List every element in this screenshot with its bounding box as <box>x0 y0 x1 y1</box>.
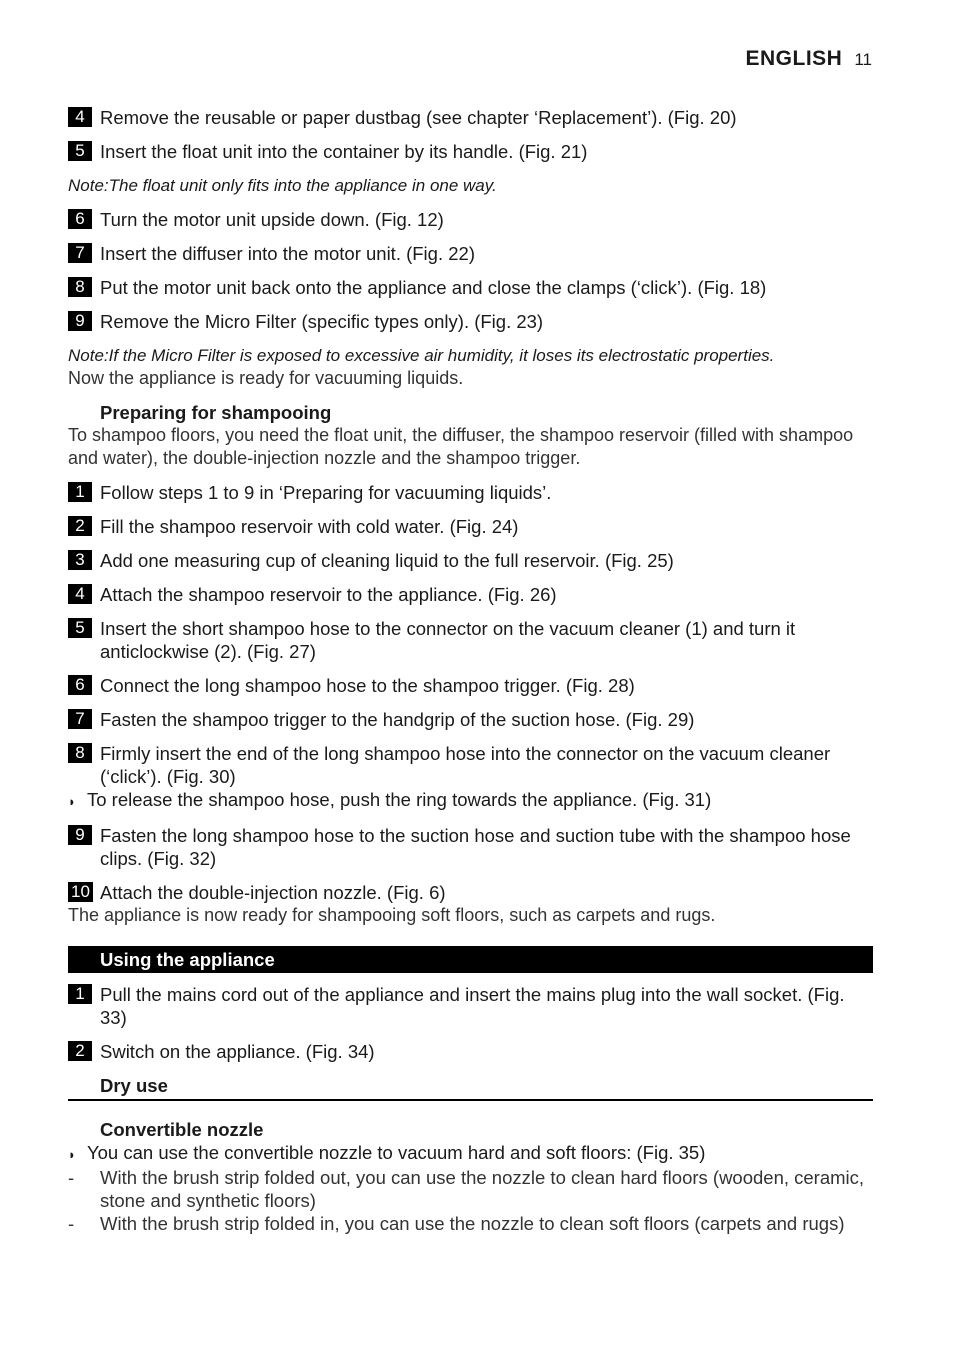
step-text: Add one measuring cup of cleaning liquid to the full reservoir. (Fig. 25) <box>100 550 674 571</box>
step-number: 6 <box>68 209 92 229</box>
step-item <box>68 583 873 606</box>
step-text: Insert the short shampoo hose to the connector on the vacuum cleaner (1) and turn it anticlockwise (2). (Fig. 27) <box>100 618 796 662</box>
step-number: 8 <box>68 277 92 297</box>
release-hose-bullet <box>68 788 873 813</box>
step-number: 3 <box>68 550 92 570</box>
bullet-text: You can use the convertible nozzle to vacuum hard and soft floors: (Fig. 35) <box>87 1142 706 1163</box>
note-float-unit: Note:The float unit only fits into the appliance in one way. <box>68 176 497 195</box>
step-text: Attach the double-injection nozzle. (Fig. 6) <box>100 882 446 903</box>
step-text: Fasten the long shampoo hose to the suction hose and suction tube with the shampoo hose clips. (Fig. 32) <box>100 825 851 869</box>
step-text: Connect the long shampoo hose to the shampoo trigger. (Fig. 28) <box>100 675 635 696</box>
step-text: Insert the float unit into the container by its handle. (Fig. 21) <box>100 141 588 162</box>
step-item <box>68 742 873 788</box>
bullet-arrow-icon: ◗ <box>68 794 76 809</box>
dash-item <box>68 1212 873 1235</box>
bullet-text: To release the shampoo hose, push the ring towards the appliance. (Fig. 31) <box>87 789 712 810</box>
step-number: 1 <box>68 984 92 1004</box>
note-micro-filter: Note:If the Micro Filter is exposed to excessive air humidity, it loses its electrostatic properties. <box>68 346 775 365</box>
page-number: 11 <box>854 50 872 69</box>
bullet-arrow-icon: ◗ <box>68 1147 76 1162</box>
dash-text: With the brush strip folded out, you can use the nozzle to clean hard floors (wooden, ceramic, stone and synthetic floors) <box>100 1167 865 1211</box>
step-item <box>68 1040 873 1063</box>
step-text: Turn the motor unit upside down. (Fig. 12) <box>100 209 444 230</box>
ready-liquids-text: Now the appliance is ready for vacuuming liquids. <box>68 368 464 388</box>
shampoo-intro: To shampoo floors, you need the float unit, the diffuser, the shampoo reservoir (filled with shampoo and water), the double-injection nozzle and the shampoo trigger. <box>68 425 854 468</box>
step-item <box>68 106 873 129</box>
step-number: 1 <box>68 482 92 502</box>
section-heading-using: Using the appliance <box>68 946 873 973</box>
step-number: 6 <box>68 675 92 695</box>
step-text: Remove the reusable or paper dustbag (see chapter ‘Replacement’). (Fig. 20) <box>100 107 737 128</box>
step-item <box>68 310 873 333</box>
dash-mark: - <box>68 1167 75 1188</box>
step-item <box>68 983 873 1029</box>
step-number: 4 <box>68 107 92 127</box>
step-number: 5 <box>68 141 92 161</box>
step-number: 2 <box>68 516 92 536</box>
step-text: Fasten the shampoo trigger to the handgrip of the suction hose. (Fig. 29) <box>100 709 695 730</box>
step-item <box>68 140 873 163</box>
dash-mark: - <box>68 1213 75 1234</box>
step-number: 4 <box>68 584 92 604</box>
dash-text: With the brush strip folded in, you can use the nozzle to clean soft floors (carpets and rugs) <box>100 1213 845 1234</box>
nozzle-bullet <box>68 1141 873 1166</box>
step-text: Put the motor unit back onto the appliance and close the clamps (‘click’). (Fig. 18) <box>100 277 767 298</box>
ready-shampoo-text: The appliance is now ready for shampooing soft floors, such as carpets and rugs. <box>68 905 716 925</box>
shampoo-heading: Preparing for shampooing <box>100 402 332 423</box>
step-number: 10 <box>68 882 93 902</box>
step-item <box>68 824 873 870</box>
step-number: 2 <box>68 1041 92 1061</box>
step-text: Switch on the appliance. (Fig. 34) <box>100 1041 375 1062</box>
step-item <box>68 242 873 265</box>
step-text: Insert the diffuser into the motor unit. (Fig. 22) <box>100 243 475 264</box>
step-text: Remove the Micro Filter (specific types only). (Fig. 23) <box>100 311 544 332</box>
step-item <box>68 515 873 538</box>
step-item <box>68 617 873 663</box>
dash-item <box>68 1166 873 1212</box>
step-number: 5 <box>68 618 92 638</box>
page-header <box>746 47 873 71</box>
step-text: Pull the mains cord out of the appliance and insert the mains plug into the wall socket. (Fig. 33) <box>100 984 845 1028</box>
step-number: 9 <box>68 825 92 845</box>
step-text: Firmly insert the end of the long shampoo hose into the connector on the vacuum cleaner (‘click’). (Fig. 30) <box>100 743 831 787</box>
step-item <box>68 708 873 731</box>
convertible-nozzle-heading: Convertible nozzle <box>100 1119 264 1140</box>
dry-use-heading: Dry use <box>68 1074 873 1101</box>
main-content <box>68 106 873 1235</box>
step-number: 8 <box>68 743 92 763</box>
step-text: Follow steps 1 to 9 in ‘Preparing for vacuuming liquids’. <box>100 482 552 503</box>
step-item <box>68 276 873 299</box>
language-label: ENGLISH <box>745 47 843 70</box>
step-item <box>68 549 873 572</box>
step-item <box>68 208 873 231</box>
step-number: 9 <box>68 311 92 331</box>
step-item <box>68 674 873 697</box>
step-number: 7 <box>68 709 92 729</box>
step-item <box>68 481 873 504</box>
step-text: Fill the shampoo reservoir with cold water. (Fig. 24) <box>100 516 519 537</box>
step-item <box>68 881 873 904</box>
step-text: Attach the shampoo reservoir to the appliance. (Fig. 26) <box>100 584 557 605</box>
step-number: 7 <box>68 243 92 263</box>
